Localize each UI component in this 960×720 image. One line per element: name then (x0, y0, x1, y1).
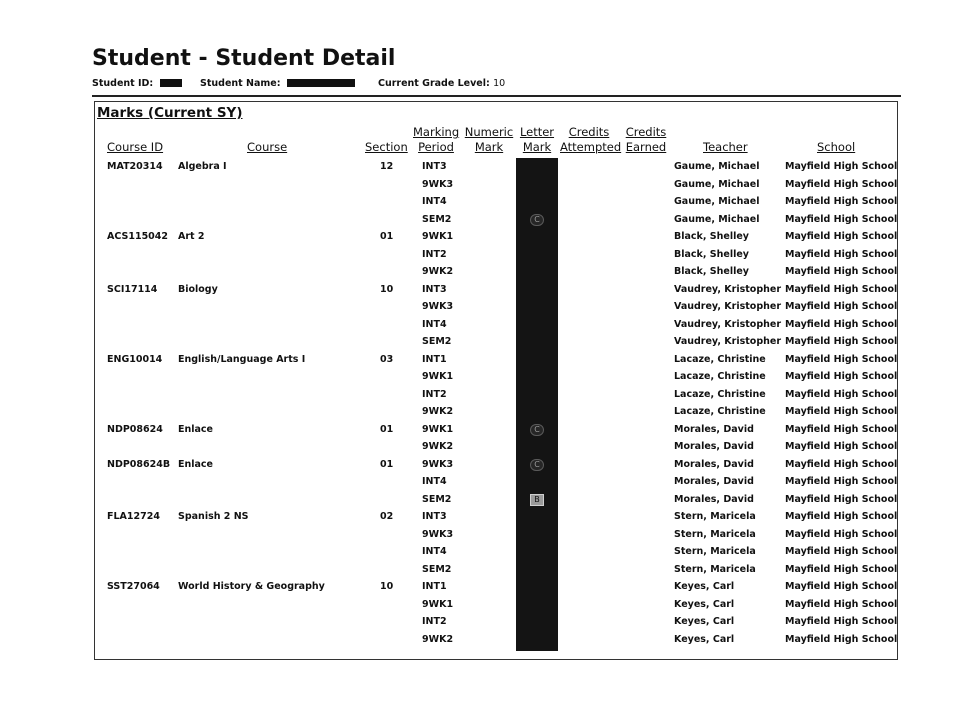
school-cell: Mayfield High School (785, 546, 898, 557)
letter-mark-cell (530, 266, 544, 278)
header-credits-attempted (560, 125, 622, 155)
teacher-cell: Vaudrey, Kristopher (674, 283, 782, 295)
course-cell: World History & Geography (178, 581, 325, 592)
school-cell: Mayfield High School (785, 441, 898, 452)
teacher-cell: Black, Shelley (674, 266, 749, 277)
school-cell: Mayfield High School (785, 633, 898, 645)
school-cell: Mayfield High School (785, 318, 898, 330)
teacher-cell: Lacaze, Christine (674, 353, 766, 365)
student-name-label: Student Name: (200, 78, 281, 89)
marking-period-cell: 9WK3 (422, 528, 454, 540)
course-cell: Algebra I (178, 161, 227, 172)
school-cell: Mayfield High School (785, 353, 898, 365)
letter-mark-cell (530, 196, 544, 208)
header-teacher: Teacher (703, 140, 748, 154)
teacher-cell: Keyes, Carl (674, 581, 735, 592)
teacher-cell: Morales, David (674, 423, 754, 435)
marking-period-cell: 9WK1 (422, 231, 454, 242)
letter-mark-cell (530, 336, 544, 348)
teacher-cell: Keyes, Carl (674, 598, 735, 610)
teacher-cell: Lacaze, Christine (674, 371, 766, 382)
header-numeric-mark (464, 125, 514, 155)
teacher-cell: Keyes, Carl (674, 616, 735, 627)
letter-mark-cell (530, 249, 544, 261)
section-cell: 10 (380, 283, 394, 295)
header-letter-mark (516, 125, 558, 155)
letter-mark-cell (530, 546, 544, 558)
letter-mark-cell (530, 389, 544, 401)
school-cell: Mayfield High School (785, 283, 898, 295)
grade-level-field (378, 78, 505, 89)
panel-title: Marks (Current SY) (97, 105, 243, 121)
course-id-cell: SCI17114 (107, 283, 158, 295)
header-credits-earned-line1: Credits (625, 125, 667, 139)
school-cell: Mayfield High School (785, 528, 898, 540)
letter-mark-cell (530, 581, 544, 593)
marking-period-cell: SEM2 (422, 563, 452, 575)
section-cell: 02 (380, 511, 394, 522)
school-cell: Mayfield High School (785, 178, 898, 190)
header-course: Course (247, 140, 288, 154)
header-course-id: Course ID (107, 140, 164, 154)
school-cell: Mayfield High School (785, 563, 898, 575)
teacher-cell: Black, Shelley (674, 231, 749, 242)
marking-period-cell: 9WK2 (422, 406, 454, 417)
letter-mark-cell (530, 564, 544, 576)
section-cell: 12 (380, 161, 394, 172)
school-cell: Mayfield High School (785, 231, 898, 242)
course-cell: Biology (178, 283, 218, 295)
student-id-label: Student ID: (92, 78, 154, 89)
teacher-cell: Morales, David (674, 458, 754, 470)
letter-mark-cell (530, 634, 544, 646)
marking-period-cell: SEM2 (422, 336, 452, 347)
header-divider (92, 95, 901, 97)
teacher-cell: Gaume, Michael (674, 213, 760, 225)
school-cell: Mayfield High School (785, 388, 898, 400)
grade-level-label: Current Grade Level: (378, 78, 490, 89)
teacher-cell: Morales, David (674, 493, 754, 505)
marking-period-cell: INT4 (422, 318, 447, 330)
marking-period-cell: 9WK3 (422, 178, 454, 190)
letter-mark-cell (530, 616, 544, 628)
letter-mark-cell: C (530, 214, 544, 226)
section-cell: 03 (380, 353, 394, 365)
teacher-cell: Vaudrey, Kristopher (674, 301, 782, 312)
marking-period-cell: INT1 (422, 353, 447, 365)
teacher-cell: Stern, Maricela (674, 528, 756, 540)
teacher-cell: Stern, Maricela (674, 546, 756, 557)
section-cell: 10 (380, 581, 394, 592)
grade-level-value: 10 (493, 78, 506, 89)
letter-mark-cell (530, 371, 544, 383)
marks-panel (94, 101, 898, 660)
student-id-field (92, 78, 182, 89)
teacher-cell: Stern, Maricela (674, 563, 756, 575)
header-letter-mark-line2: Mark (522, 140, 552, 154)
page-title: Student - Student Detail (92, 46, 396, 71)
teacher-cell: Vaudrey, Kristopher (674, 336, 782, 347)
header-marking-period-line1: Marking (413, 125, 460, 139)
student-name-field (200, 78, 355, 89)
letter-mark-cell (530, 406, 544, 418)
letter-mark-cell (530, 284, 544, 296)
course-id-cell: NDP08624 (107, 423, 163, 435)
letter-mark-cell (530, 599, 544, 611)
marking-period-cell: 9WK3 (422, 458, 454, 470)
header-section: Section (365, 140, 408, 154)
school-cell: Mayfield High School (785, 213, 898, 225)
letter-mark-cell (530, 476, 544, 488)
marking-period-cell: INT3 (422, 161, 447, 172)
marking-period-cell: INT2 (422, 388, 447, 400)
school-cell: Mayfield High School (785, 248, 898, 260)
school-cell: Mayfield High School (785, 336, 898, 347)
course-cell: English/Language Arts I (178, 353, 306, 365)
teacher-cell: Gaume, Michael (674, 178, 760, 190)
header-credits-attempted-line2: Attempted (560, 140, 622, 154)
school-cell: Mayfield High School (785, 511, 898, 522)
school-cell: Mayfield High School (785, 371, 898, 382)
school-cell: Mayfield High School (785, 301, 898, 312)
marking-period-cell: SEM2 (422, 493, 452, 505)
teacher-cell: Morales, David (674, 476, 754, 487)
letter-mark-cell (530, 231, 544, 243)
letter-mark-cell (530, 301, 544, 313)
school-cell: Mayfield High School (785, 196, 898, 207)
course-id-cell: ENG10014 (107, 353, 163, 365)
marking-period-cell: INT4 (422, 546, 447, 557)
course-id-cell: MAT20314 (107, 161, 163, 172)
marking-period-cell: 9WK2 (422, 441, 454, 452)
redacted-student-name (287, 79, 355, 87)
marking-period-cell: 9WK2 (422, 266, 454, 277)
letter-mark-cell (530, 511, 544, 523)
teacher-cell: Gaume, Michael (674, 196, 760, 207)
school-cell: Mayfield High School (785, 266, 898, 277)
course-cell: Spanish 2 NS (178, 511, 249, 522)
letter-mark-cell: C (530, 459, 544, 471)
marking-period-cell: INT3 (422, 511, 447, 522)
teacher-cell: Lacaze, Christine (674, 406, 766, 417)
marking-period-cell: INT4 (422, 196, 447, 207)
course-id-cell: ACS115042 (107, 231, 169, 242)
school-cell: Mayfield High School (785, 423, 898, 435)
teacher-cell: Morales, David (674, 441, 754, 452)
course-id-cell: SST27064 (107, 581, 160, 592)
school-cell: Mayfield High School (785, 616, 898, 627)
school-cell: Mayfield High School (785, 476, 898, 487)
letter-mark-cell (530, 179, 544, 191)
letter-mark-cell (530, 529, 544, 541)
teacher-cell: Lacaze, Christine (674, 388, 766, 400)
header-credits-attempted-line1: Credits (568, 125, 610, 139)
header-school: School (817, 140, 856, 154)
redacted-student-id (160, 79, 182, 87)
course-cell: Art 2 (178, 231, 205, 242)
marking-period-cell: INT2 (422, 616, 447, 627)
school-cell: Mayfield High School (785, 581, 898, 592)
teacher-cell: Black, Shelley (674, 248, 749, 260)
teacher-cell: Vaudrey, Kristopher (674, 318, 782, 330)
teacher-cell: Keyes, Carl (674, 633, 735, 645)
course-cell: Enlace (178, 423, 213, 435)
marking-period-cell: 9WK1 (422, 423, 454, 435)
marking-period-cell: 9WK2 (422, 633, 454, 645)
header-letter-mark-line1: Letter (519, 125, 555, 139)
section-cell: 01 (380, 458, 394, 470)
course-id-cell: FLA12724 (107, 511, 160, 522)
header-numeric-mark-line2: Mark (474, 140, 504, 154)
course-cell: Enlace (178, 458, 213, 470)
header-numeric-mark-line1: Numeric (464, 125, 514, 139)
marking-period-cell: SEM2 (422, 213, 452, 225)
section-cell: 01 (380, 423, 394, 435)
course-id-cell: NDP08624B (107, 458, 171, 470)
header-credits-earned-line2: Earned (625, 140, 667, 154)
header-marking-period-line2: Period (418, 140, 454, 154)
school-cell: Mayfield High School (785, 598, 898, 610)
marking-period-cell: INT3 (422, 283, 447, 295)
header-marking-period (413, 125, 459, 155)
school-cell: Mayfield High School (785, 161, 898, 172)
teacher-cell: Stern, Maricela (674, 511, 756, 522)
marking-period-cell: INT4 (422, 476, 447, 487)
school-cell: Mayfield High School (785, 493, 898, 505)
marking-period-cell: 9WK1 (422, 598, 454, 610)
marking-period-cell: INT1 (422, 581, 447, 592)
section-cell: 01 (380, 231, 394, 242)
letter-mark-cell (530, 319, 544, 331)
header-credits-earned (623, 125, 669, 155)
letter-mark-cell: B (530, 494, 544, 506)
marking-period-cell: INT2 (422, 248, 447, 260)
school-cell: Mayfield High School (785, 458, 898, 470)
letter-mark-cell (530, 354, 544, 366)
teacher-cell: Gaume, Michael (674, 161, 760, 172)
marking-period-cell: 9WK3 (422, 301, 454, 312)
letter-mark-cell: C (530, 424, 544, 436)
marking-period-cell: 9WK1 (422, 371, 454, 382)
letter-mark-cell (530, 441, 544, 453)
school-cell: Mayfield High School (785, 406, 898, 417)
letter-mark-cell (530, 161, 544, 173)
